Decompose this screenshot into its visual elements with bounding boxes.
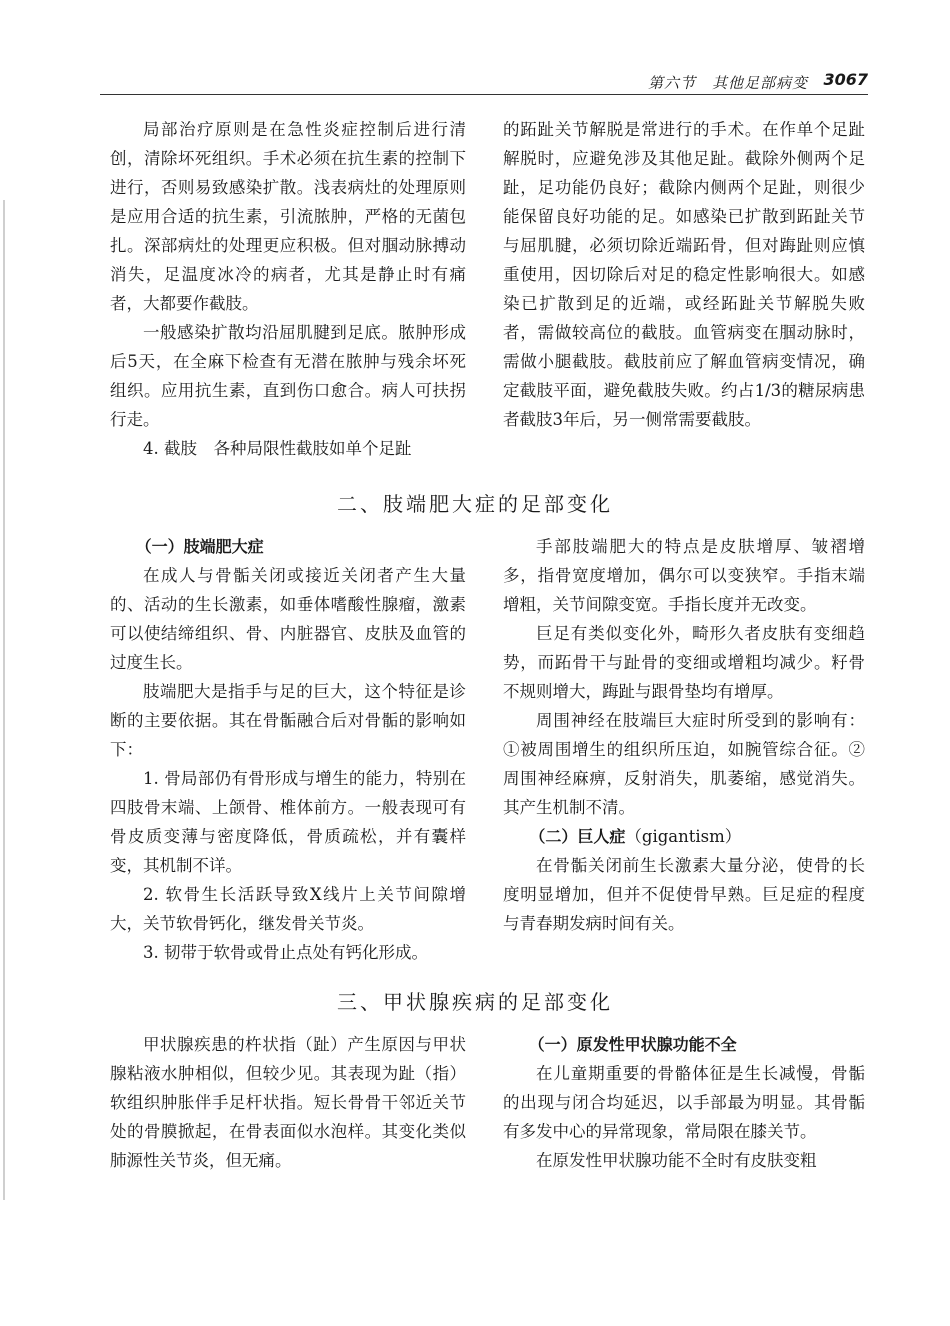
running-head: 第六节 其他足部病变 bbox=[647, 74, 808, 92]
paragraph: 局部治疗原则是在急性炎症控制后进行清创，清除坏死组织。手术必须在抗生素的控制下进行，否则易致感染扩散。浅表病灶的处理原则是应用合适的抗生素，引流脓肿，严格的无菌包扎。深部病灶的处理更应积极。但对腘动脉搏动消失，足温度冰冷的病者，尤其是静止时有痛者，大都要作截肢。 bbox=[110, 120, 466, 313]
section1-right-column bbox=[503, 115, 865, 434]
subsection-title: （一）原发性甲状腺功能不全 bbox=[528, 1035, 737, 1054]
paragraph: 4. 截肢 各种局限性截肢如单个足趾 bbox=[143, 439, 412, 458]
paragraph: 甲状腺疾患的杵状指（趾）产生原因与甲状腺粘液水肿相似，但较少见。其表现为趾（指）软组织肿胀伴手足杆状指。短长骨骨干邻近关节处的骨膜掀起，在骨表面似水泡样。其变化类似肺源性关节炎，但无痛。 bbox=[110, 1035, 466, 1170]
paragraph: 在儿童期重要的骨骼体征是生长减慢，骨骺的出现与闭合均延迟，以手部最为明显。其骨骺有多发中心的异常现象，常局限在膝关节。 bbox=[503, 1064, 865, 1141]
paragraph: 在骨骺关闭前生长激素大量分泌，使骨的长度明显增加，但并不促使骨早熟。巨足症的程度与青春期发病时间有关。 bbox=[503, 856, 865, 933]
section3-left-column bbox=[110, 1030, 466, 1175]
section2-right-column bbox=[503, 532, 865, 938]
section3-right-column bbox=[503, 1030, 865, 1175]
paragraph: 2. 软骨生长活跃导致X线片上关节间隙增大，关节软骨钙化，继发骨关节炎。 bbox=[110, 885, 466, 933]
section-title: 二、肢端肥大症的足部变化 bbox=[337, 492, 613, 516]
paragraph: 手部肢端肥大的特点是皮肤增厚、皱褶增多，指骨宽度增加，偶尔可以变狭窄。手指末端增粗，关节间隙变宽。手指长度并无改变。 bbox=[503, 537, 865, 614]
paragraph: 一般感染扩散均沿屈肌腱到足底。脓肿形成后5天，在全麻下检查有无潜在脓肿与残余坏死组织。应用抗生素，直到伤口愈合。病人可扶拐行走。 bbox=[110, 323, 466, 429]
paragraph: 在成人与骨骺关闭或接近关闭者产生大量的、活动的生长激素，如垂体嗜酸性腺瘤，激素可以使结缔组织、骨、内脏器官、皮肤及血管的过度生长。 bbox=[110, 566, 466, 672]
subsection-title: （一）肢端肥大症 bbox=[135, 537, 264, 556]
paragraph: 周围神经在肢端巨大症时所受到的影响有：①被周围增生的组织所压迫，如腕管综合征。②周围神经麻痹，反射消失，肌萎缩，感觉消失。其产生机制不清。 bbox=[503, 711, 865, 817]
section2-left-column bbox=[110, 532, 466, 967]
subsection-title bbox=[503, 822, 865, 851]
page-header bbox=[100, 70, 868, 95]
paragraph: 在原发性甲状腺功能不全时有皮肤变粗 bbox=[536, 1151, 817, 1170]
scan-edge bbox=[3, 200, 5, 1200]
paragraph: 3. 韧带于软骨或骨止点处有钙化形成。 bbox=[143, 943, 428, 962]
paragraph: 的跖趾关节解脱是常进行的手术。在作单个足趾解脱时，应避免涉及其他足趾。截除外侧两个足趾，足功能仍良好；截除内侧两个足趾，则很少能保留良好功能的足。如感染已扩散到跖趾关节与屈肌腱，必须切除近端跖骨，但对踇趾则应慎重使用，因切除后对足的稳定性影响很大。如感染已扩散到足的近端，或经跖趾关节解脱失败者，需做较高位的截肢。血管病变在腘动脉时，需做小腿截肢。截肢前应了解血管病变情况，确定截肢平面，避免截肢失败。约占1/3的糖尿病患者截肢3年后，另一侧常需要截肢。 bbox=[503, 120, 865, 429]
paragraph: 巨足有类似变化外，畸形久者皮肤有变细趋势，而跖骨干与趾骨的变细或增粗均减少。籽骨不规则增大，踇趾与跟骨垫均有增厚。 bbox=[503, 624, 865, 701]
paragraph: 1. 骨局部仍有骨形成与增生的能力，特别在四肢骨末端、上颌骨、椎体前方。一般表现可有骨皮质变薄与密度降低，骨质疏松，并有囊样变，其机制不详。 bbox=[110, 769, 466, 875]
section1-left-column bbox=[110, 115, 466, 463]
subsection-title-english: （gigantism） bbox=[625, 827, 742, 846]
paragraph: 肢端肥大是指手与足的巨大，这个特征是诊断的主要依据。其在骨骺融合后对骨骺的影响如下： bbox=[110, 682, 466, 759]
page-number: 3067 bbox=[823, 70, 868, 89]
section-title: 三、甲状腺疾病的足部变化 bbox=[337, 990, 613, 1014]
subsection-title-text: （二）巨人症 bbox=[529, 827, 626, 846]
